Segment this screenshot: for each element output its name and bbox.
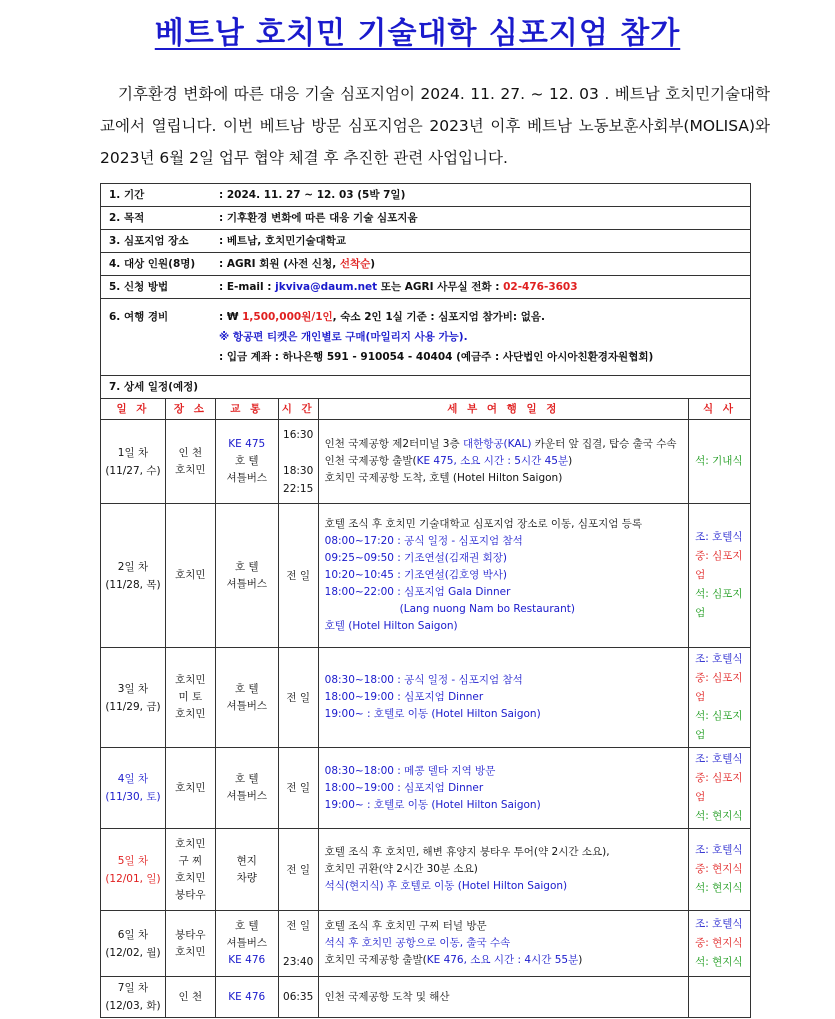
schedule-row-day1: 1일 차 (11/27, 수) 인 천 호치민 KE 475 호 텔 셔틀버스 16:30 18:30 22:15 인천 국제공항 제2터미널 3층 대한항공(KAL) 카운터 앞 집결, 탑승 출국 수속 인천 국제공항 출발(KE 475, 소요 시간 : 5시간 45분) 호치민 국제공항 도착, 호텔 (Hotel Hilton Saigon) 석: 기내식 bbox=[101, 420, 751, 504]
info-purpose: 2. 목적 : 기후환경 변화에 따른 대응 기술 심포지움 bbox=[101, 207, 751, 230]
schedule-row-day3: 3일 차 (11/29, 금) 호치민 미 토 호치민 호 텔 셔틀버스 전 일 08:30~18:00 : 공식 일정 - 심포지엄 참석 18:00~19:00 : 심포지엄 Dinner 19:00~ : 호텔로 이동 (Hotel Hilton Saigon) 조: 호텔식 중: 심포지엄 석: 심포지엄 bbox=[101, 648, 751, 748]
info-venue: 3. 심포지엄 장소 : 베트남, 호치민기술대학교 bbox=[101, 230, 751, 253]
info-schedule-label: 7. 상세 일정(예정) bbox=[101, 376, 751, 399]
page-title: 베트남 호치민 기술대학 심포지엄 참가 bbox=[154, 16, 681, 51]
info-apply: 5. 신청 방법 : E-mail : jkviva@daum.net 또는 AGRI 사무실 전화 : 02-476-3603 bbox=[101, 276, 751, 299]
info-cost: 6. 여행 경비 : ₩ 1,500,000원/1인, 숙소 2인 1실 기준 : 심포지엄 참가비: 없음. ※ 항공편 티켓은 개인별로 구매(마일리지 사용 가능). : 입금 계좌 : 하나은행 591 - 910054 - 40404 (예금주 : 사단법인 아시아친환경자원협회) bbox=[101, 299, 751, 376]
schedule-row-day5: 5일 차 (12/01, 일) 호치민 구 찌 호치민 붕타우 현지 차량 전 일 호텔 조식 후 호치민, 해변 휴양지 붕타우 투어(약 2시간 소요), 호치민 귀환(약 2시간 30분 소요) 석식(현지식) 후 호텔로 이동 (Hotel Hilton Saigon) 조: 호텔식 중: 현지식 석: 현지식 bbox=[101, 829, 751, 911]
schedule-row-day7: 7일 차 (12/03, 화) 인 천 KE 476 06:35 인천 국제공항 도착 및 해산 bbox=[101, 977, 751, 1018]
email-link[interactable]: jkviva@daum.net bbox=[275, 280, 378, 293]
info-target: 4. 대상 인원(8명) : AGRI 회원 (사전 신청, 선착순) bbox=[101, 253, 751, 276]
schedule-header: 일 자 장 소 교 통 시 간 세 부 여 행 일 정 식 사 bbox=[101, 399, 751, 420]
schedule-table bbox=[100, 183, 751, 1018]
intro-paragraph: 기후환경 변화에 따른 대응 기술 심포지엄이 2024. 11. 27. ~ 12. 03 . 베트남 호치민기술대학교에서 열립니다. 이번 베트남 방문 심포지엄은 2023년 이후 베트남 노동보훈사회부(MOLISA)와 2023년 6월 2일 업무 협약 체결 후 추진한 관련 사업입니다. bbox=[100, 85, 770, 167]
schedule-row-day6: 6일 차 (12/02, 월) 붕타우 호치민 호 텔 셔틀버스 KE 476 전 일 23:40 호텔 조식 후 호치민 구찌 터널 방문 석식 후 호치민 공항으로 이동, 출국 수속 호치민 국제공항 출발(KE 476, 소요 시간 : 4시간 55분) 조: 호텔식 중: 현지식 석: 현지식 bbox=[101, 911, 751, 977]
schedule-row-day2: 2일 차 (11/28, 목) 호치민 호 텔 셔틀버스 전 일 호텔 조식 후 호치민 기술대학교 심포지엄 장소로 이동, 심포지엄 등록 08:00~17:20 : 공식 일정 - 심포지엄 참석 09:25~09:50 : 기조연설(김재권 회장) 10:20~10:45 : 기조연설(김호영 박사) 18:00~22:00 : 심포지엄 Gala Dinner (Lang nuong Nam bo Restaurant) 호텔 (Hotel Hilton Saigon) 조: 호텔식 중: 심포지엄 석: 심포지엄 bbox=[101, 504, 751, 648]
info-period: 1. 기간 : 2024. 11. 27 ~ 12. 03 (5박 7일) bbox=[101, 184, 751, 207]
schedule-row-day4: 4일 차 (11/30, 토) 호치민 호 텔 셔틀버스 전 일 08:30~18:00 : 메콩 델타 지역 방문 18:00~19:00 : 심포지엄 Dinner 19:00~ : 호텔로 이동 (Hotel Hilton Saigon) 조: 호텔식 중: 심포지엄 석: 현지식 bbox=[101, 748, 751, 829]
